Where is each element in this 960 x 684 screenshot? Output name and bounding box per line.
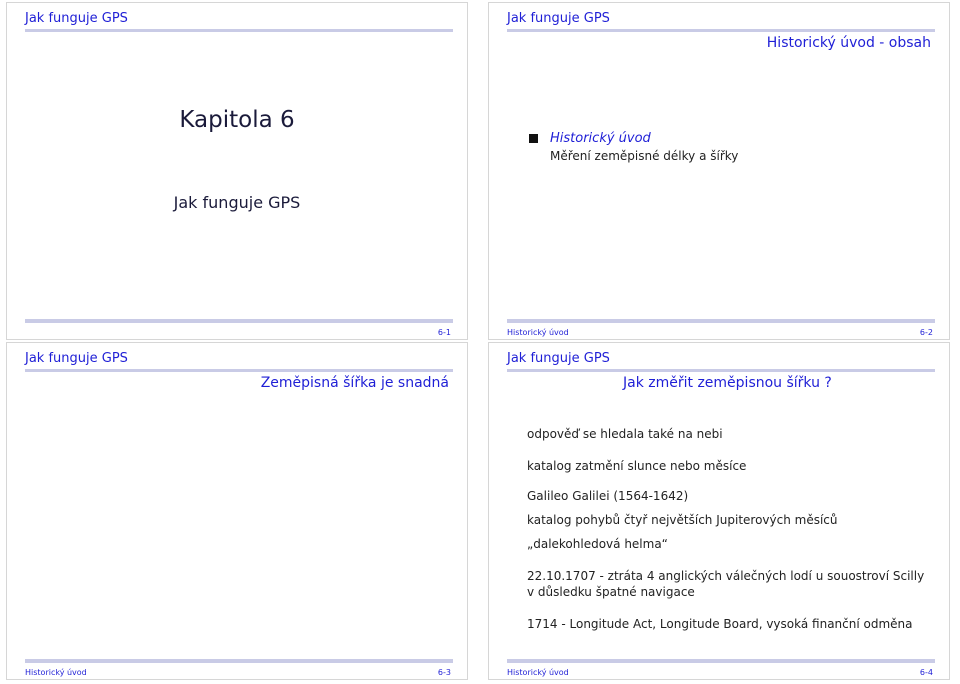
body-line: katalog pohybů čtyř největších Jupiterových měsíců [527, 513, 838, 527]
header-rule [507, 29, 935, 32]
slide-title: Jak změřit zeměpisnou šířku ? [623, 375, 832, 391]
toc-main-label[interactable]: Historický úvod [550, 131, 651, 146]
footer-rule [507, 659, 935, 663]
page-number: 6-2 [919, 328, 933, 337]
header-rule [25, 369, 453, 372]
body-line: katalog zatmění slunce nebo měsíce [527, 459, 747, 473]
body-line: „dalekohledová helma“ [527, 537, 668, 551]
slide-4 [488, 342, 950, 680]
slide-2 [488, 2, 950, 340]
slide-3 [6, 342, 468, 680]
slide-1 [6, 2, 468, 340]
slide-header: Jak funguje GPS [25, 351, 128, 366]
body-line: 1714 - Longitude Act, Longitude Board, vysoká finanční odměna [527, 617, 913, 631]
page-number: 6-3 [437, 668, 451, 677]
chapter-title: Kapitola 6 [179, 107, 295, 133]
table-of-contents [529, 131, 738, 163]
header-rule [507, 369, 935, 372]
footer-rule [25, 659, 453, 663]
slide-header: Jak funguje GPS [507, 351, 610, 366]
slide-title: Zeměpisná šířka je snadná [260, 375, 449, 391]
slide-title: Historický úvod - obsah [766, 35, 931, 51]
slide-header: Jak funguje GPS [507, 11, 610, 26]
body-line: 22.10.1707 - ztráta 4 anglických válečných lodí u souostroví Scilly [527, 569, 925, 583]
body-line: Galileo Galilei (1564-1642) [527, 489, 689, 503]
body-line: v důsledku špatné navigace [527, 585, 695, 599]
slide-header: Jak funguje GPS [25, 11, 128, 26]
footer-rule [25, 319, 453, 323]
footer-rule [507, 319, 935, 323]
footer-section: Historický úvod [507, 328, 569, 337]
footer-section: Historický úvod [507, 668, 569, 677]
page-number: 6-4 [919, 668, 933, 677]
body-line: odpověď se hledala také na nebi [527, 427, 723, 441]
bullet-square-icon [529, 134, 538, 143]
header-rule [25, 29, 453, 32]
chapter-subtitle: Jak funguje GPS [173, 193, 301, 212]
toc-sub-label[interactable]: Měření zeměpisné délky a šířky [550, 149, 739, 163]
toc-item[interactable] [529, 131, 738, 146]
page-number: 6-1 [437, 328, 451, 337]
footer-section: Historický úvod [25, 668, 87, 677]
